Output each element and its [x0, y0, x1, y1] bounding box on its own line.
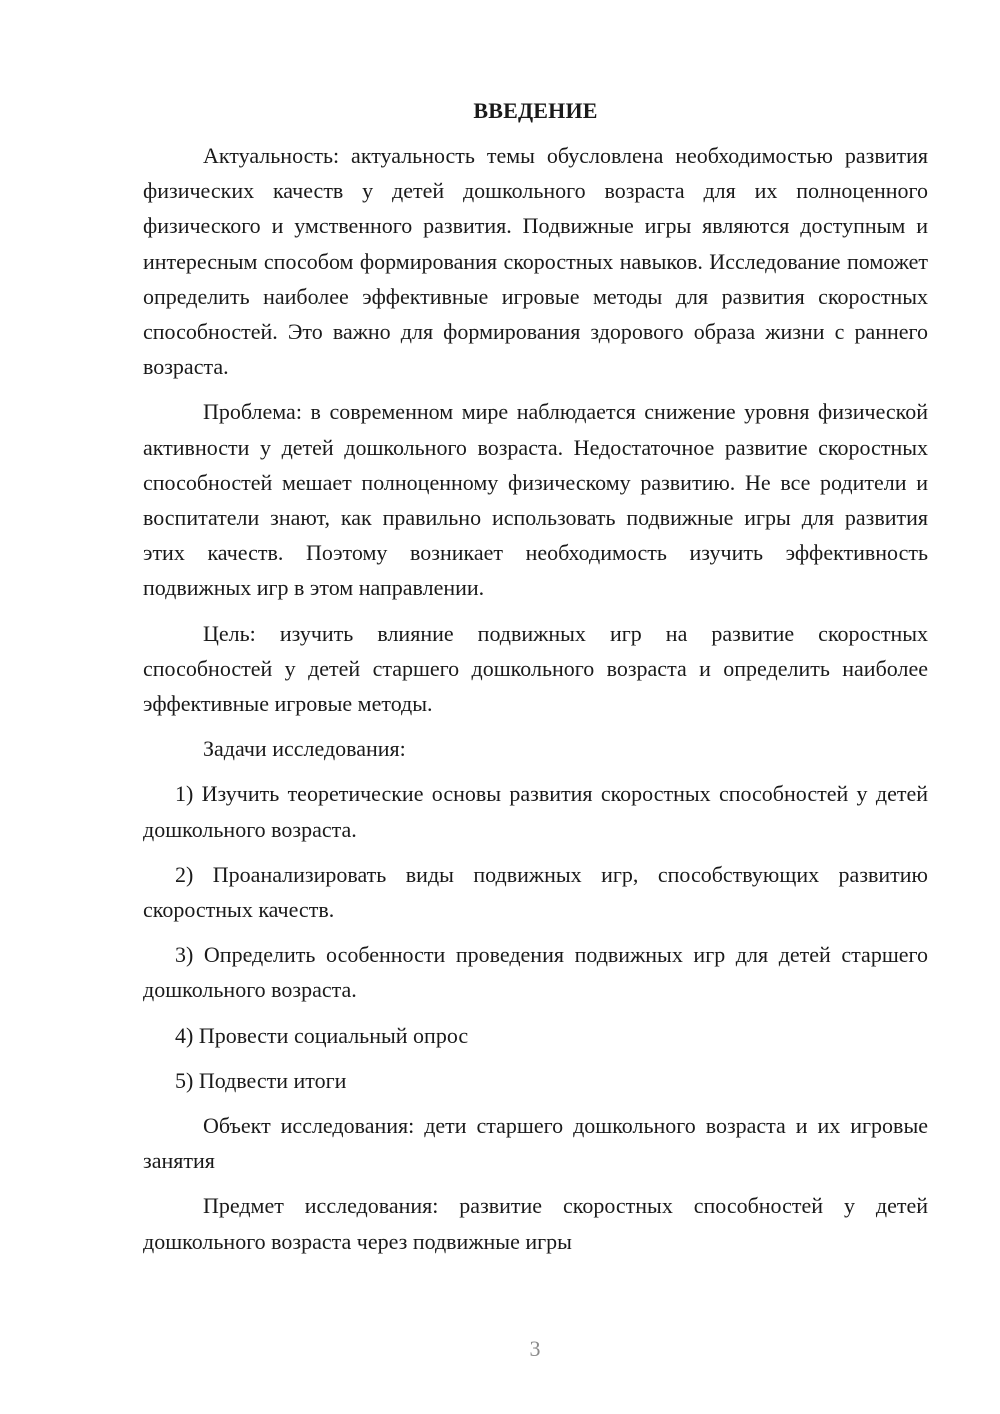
relevance-paragraph: Актуальность: актуальность темы обусловлена необходимостью развития физических качеств у детей дошкольного возраста для их полноценного физического и умственного развития. Подвижные игры являются доступным и интересным способом формирования скоростных навыков. Исследование поможет определить наиболее эффективные игровые методы для развития скоростных способностей. Это важно для формирования здорового образа жизни с раннего возраста.	[143, 143, 928, 380]
tasks-heading: Задачи исследования:	[203, 736, 406, 762]
task-item-4: 4) Провести социальный опрос	[175, 1022, 469, 1048]
problem-paragraph: Проблема: в современном мире наблюдается снижение уровня физической активности у детей дошкольного возраста. Недостаточное развитие скоростных способностей мешает полноценному физическому развитию. Не все родители и воспитатели знают, как правильно использовать подвижные игры для развития этих качеств. Поэтому возникает необходимость изучить эффективность подвижных игр в этом направлении.	[143, 399, 928, 601]
task-item-2: 2) Проанализировать виды подвижных игр, способствующих развитию скоростных качеств.	[143, 861, 928, 923]
page-number: 3	[529, 1336, 541, 1361]
page-content	[143, 93, 928, 1269]
task-item-3: 3) Определить особенности проведения подвижных игр для детей старшего дошкольного возраста.	[143, 942, 928, 1003]
task-item-1: 1) Изучить теоретические основы развития скоростных способностей у детей дошкольного возраста.	[143, 781, 928, 842]
object-paragraph: Объект исследования: дети старшего дошкольного возраста и их игровые занятия	[143, 1113, 928, 1174]
task-item-5: 5) Подвести итоги	[175, 1067, 347, 1093]
page-title: ВВЕДЕНИЕ	[473, 98, 598, 123]
subject-paragraph: Предмет исследования: развитие скоростных способностей у детей дошкольного возраста через подвижные игры	[143, 1193, 928, 1254]
goal-paragraph: Цель: изучить влияние подвижных игр на развитие скоростных способностей у детей старшего дошкольного возраста и определить наиболее эффективные игровые методы.	[143, 620, 928, 717]
